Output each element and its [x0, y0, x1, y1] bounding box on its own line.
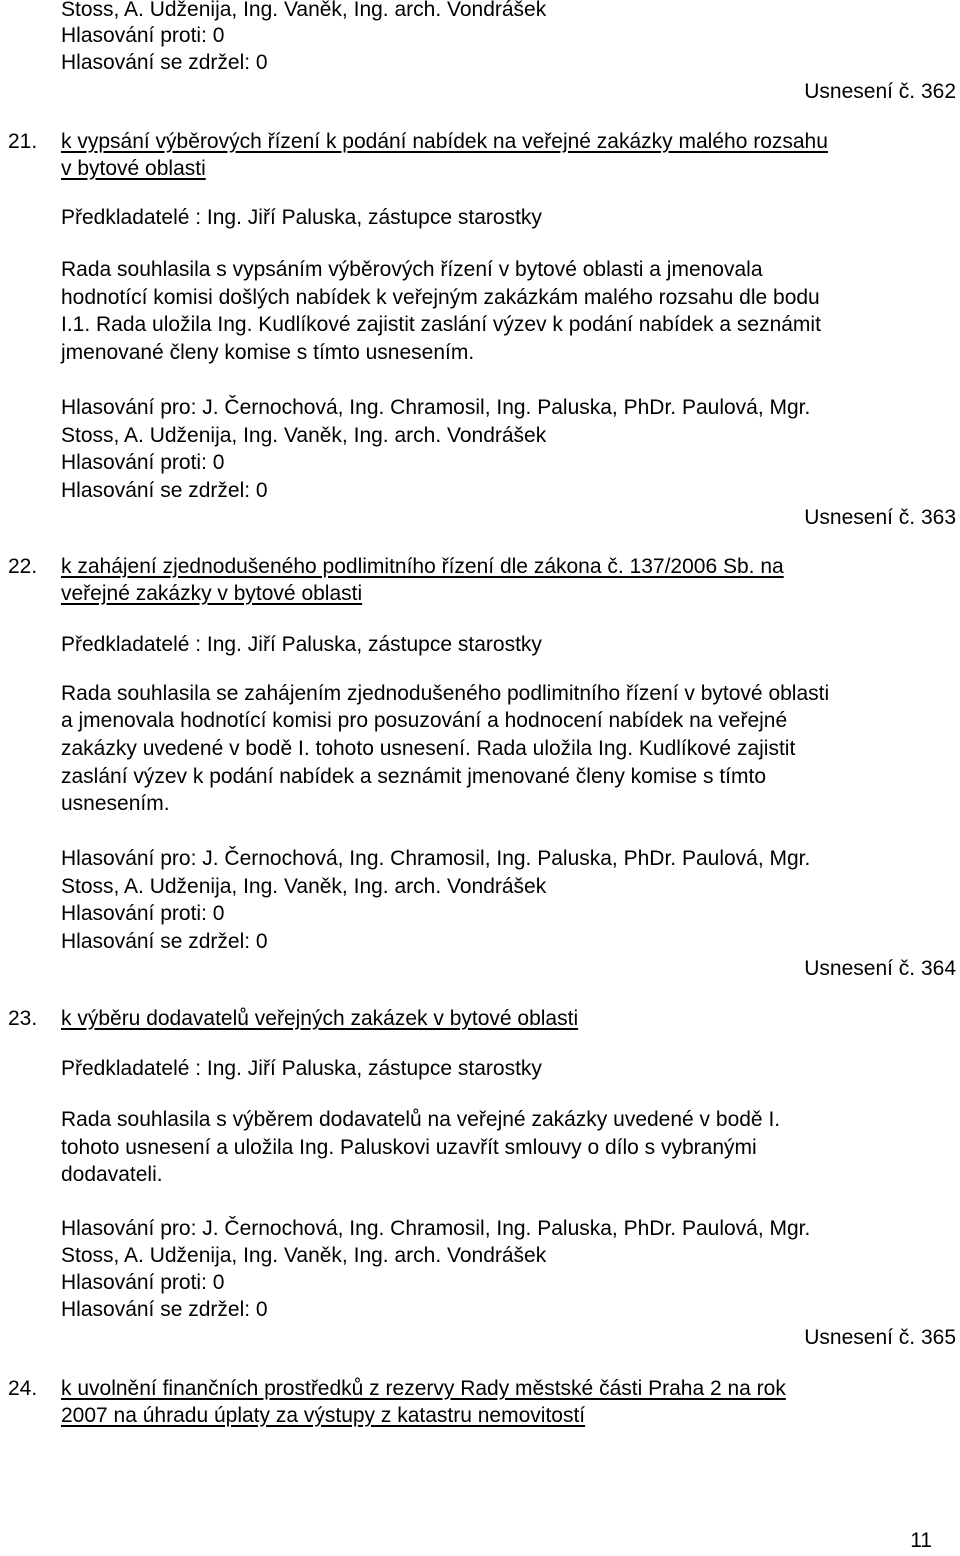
- body-line: zakázky uvedené v bodě I. tohoto usnesení. Rada uložila Ing. Kudlíkové zajistit: [61, 737, 796, 760]
- vote-for: Hlasování pro: J. Černochová, Ing. Chramosil, Ing. Paluska, PhDr. Paulová, Mgr.: [61, 396, 811, 419]
- body-line: hodnotící komisi došlých nabídek k veřejným zakázkám malého rozsahu dle bodu: [61, 286, 820, 309]
- item-title-line: k vypsání výběrových řízení k podání nabídek na veřejné zakázky malého rozsahu: [61, 130, 828, 153]
- vote-against: Hlasování proti: 0: [61, 902, 225, 925]
- vote-against: Hlasování proti: 0: [61, 451, 225, 474]
- body-line: dodavateli.: [61, 1163, 163, 1186]
- body-line: I.1. Rada uložila Ing. Kudlíkové zajistit zaslání výzev k podání nabídek a seznámit: [61, 313, 821, 336]
- body-line: Rada souhlasila se zahájením zjednodušeného podlimitního řízení v bytové oblasti: [61, 682, 830, 705]
- resolution-number: Usnesení č. 365: [804, 1326, 956, 1349]
- vote-abstained: Hlasování se zdržel: 0: [61, 1298, 268, 1321]
- page-number: 11: [910, 1529, 932, 1552]
- item-title-line: v bytové oblasti: [61, 157, 206, 180]
- item-number: 22.: [8, 555, 38, 578]
- body-line: a jmenovala hodnotící komisi pro posuzování a hodnocení nabídek na veřejné: [61, 709, 788, 732]
- resolution-number: Usnesení č. 363: [804, 506, 956, 529]
- body-line: usnesením.: [61, 792, 170, 815]
- body-line: zaslání výzev k podání nabídek a seznámit jmenované členy komise s tímto: [61, 765, 767, 788]
- body-line: tohoto usnesení a uložila Ing. Paluskovi uzavřít smlouvy o dílo s vybranými: [61, 1136, 757, 1159]
- item-title-line: k výběru dodavatelů veřejných zakázek v bytové oblasti: [61, 1007, 579, 1030]
- resolution-number: Usnesení č. 364: [804, 957, 956, 980]
- vote-names-continued: Stoss, A. Udženija, Ing. Vaněk, Ing. arch. Vondrášek: [61, 1244, 547, 1267]
- vote-abstained: Hlasování se zdržel: 0: [61, 930, 268, 953]
- item-title-line: veřejné zakázky v bytové oblasti: [61, 582, 363, 605]
- item-number: 21.: [8, 130, 38, 153]
- item-number: 24.: [8, 1377, 38, 1400]
- submitter: Předkladatelé : Ing. Jiří Paluska, zástupce starostky: [61, 1057, 542, 1080]
- vote-for: Hlasování pro: J. Černochová, Ing. Chramosil, Ing. Paluska, PhDr. Paulová, Mgr.: [61, 847, 811, 870]
- vote-names-continued: Stoss, A. Udženija, Ing. Vaněk, Ing. arch. Vondrášek: [61, 875, 547, 898]
- item-number: 23.: [8, 1007, 38, 1030]
- item-title-line: k uvolnění finančních prostředků z rezervy Rady městské části Praha 2 na rok: [61, 1377, 786, 1400]
- resolution-number: Usnesení č. 362: [804, 80, 956, 103]
- vote-for: Hlasování pro: J. Černochová, Ing. Chramosil, Ing. Paluska, PhDr. Paulová, Mgr.: [61, 1217, 811, 1240]
- vote-against: Hlasování proti: 0: [61, 24, 225, 47]
- item-title-line: k zahájení zjednodušeného podlimitního řízení dle zákona č. 137/2006 Sb. na: [61, 555, 784, 578]
- body-line: jmenované členy komise s tímto usnesením.: [61, 341, 475, 364]
- body-line: Rada souhlasila s výběrem dodavatelů na veřejné zakázky uvedené v bodě I.: [61, 1108, 781, 1131]
- body-line: Rada souhlasila s vypsáním výběrových řízení v bytové oblasti a jmenovala: [61, 258, 763, 281]
- vote-names-continued: Stoss, A. Udženija, Ing. Vaněk, Ing. arch. Vondrášek: [61, 0, 547, 21]
- vote-abstained: Hlasování se zdržel: 0: [61, 51, 268, 74]
- vote-abstained: Hlasování se zdržel: 0: [61, 479, 268, 502]
- vote-names-continued: Stoss, A. Udženija, Ing. Vaněk, Ing. arch. Vondrášek: [61, 424, 547, 447]
- submitter: Předkladatelé : Ing. Jiří Paluska, zástupce starostky: [61, 206, 542, 229]
- submitter: Předkladatelé : Ing. Jiří Paluska, zástupce starostky: [61, 633, 542, 656]
- vote-against: Hlasování proti: 0: [61, 1271, 225, 1294]
- item-title-line: 2007 na úhradu úplaty za výstupy z katastru nemovitostí: [61, 1404, 586, 1427]
